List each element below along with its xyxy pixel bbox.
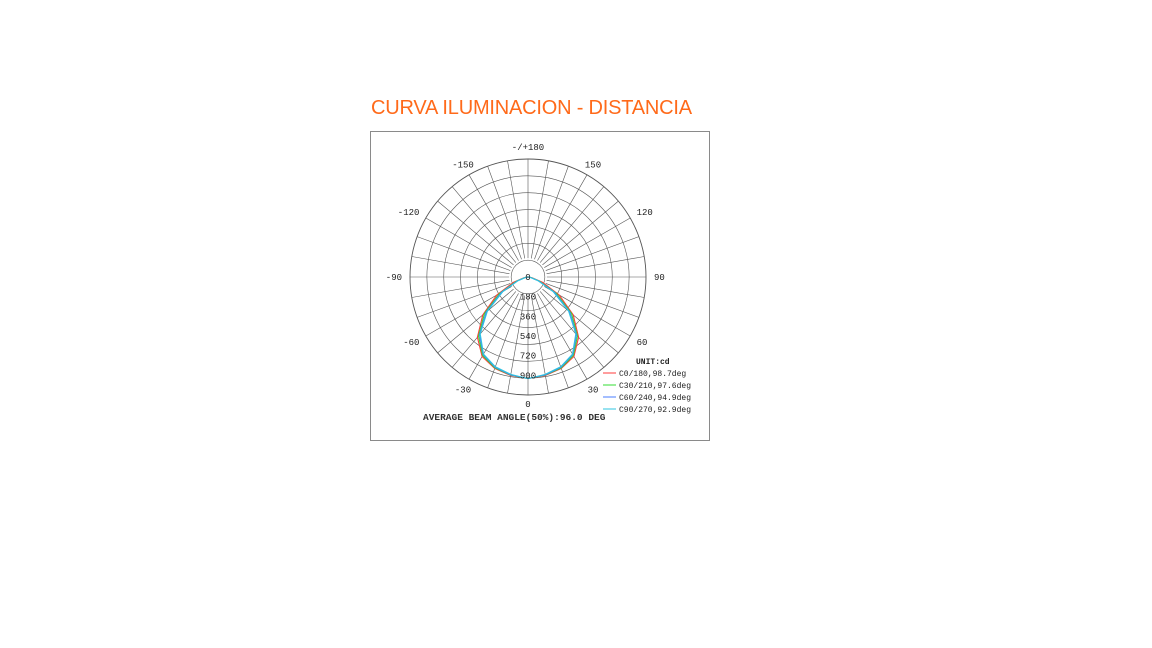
radial-tick-label: 540 — [519, 332, 537, 342]
legend-entry: C90/270,92.9deg — [619, 406, 692, 415]
angle-tick-label: -120 — [397, 208, 420, 218]
angle-tick-label: 120 — [636, 208, 653, 218]
angle-tick-label: 0 — [525, 400, 531, 410]
angle-tick-label: 60 — [636, 338, 648, 348]
legend-entry: C60/240,94.9deg — [619, 394, 692, 403]
beam-angle-note: AVERAGE BEAM ANGLE(50%):96.0 DEG — [423, 412, 606, 423]
radial-tick-label: 360 — [519, 312, 537, 323]
polar-chart-frame — [370, 131, 710, 441]
angle-tick-label: -/+180 — [511, 143, 545, 153]
angle-tick-label: -90 — [385, 273, 402, 283]
unit-label: UNIT:cd — [636, 358, 670, 367]
angle-tick-label: 30 — [587, 385, 599, 396]
chart-title: CURVA ILUMINACION - DISTANCIA — [371, 97, 692, 119]
angle-tick-label: 150 — [584, 160, 602, 171]
radial-tick-label: 900 — [519, 371, 537, 382]
angle-tick-label: -150 — [452, 160, 474, 171]
polar-chart — [371, 132, 709, 440]
radial-tick-label: 180 — [519, 292, 537, 303]
angle-tick-label: -30 — [454, 385, 472, 396]
legend — [603, 370, 691, 415]
angle-tick-label: 90 — [654, 273, 665, 283]
radial-tick-label: 0 — [525, 273, 531, 283]
angle-tick-label: -60 — [403, 338, 420, 348]
legend-entry: C0/180,98.7deg — [619, 370, 687, 379]
legend-entry: C30/210,97.6deg — [619, 382, 692, 391]
radial-tick-label: 720 — [519, 351, 537, 362]
